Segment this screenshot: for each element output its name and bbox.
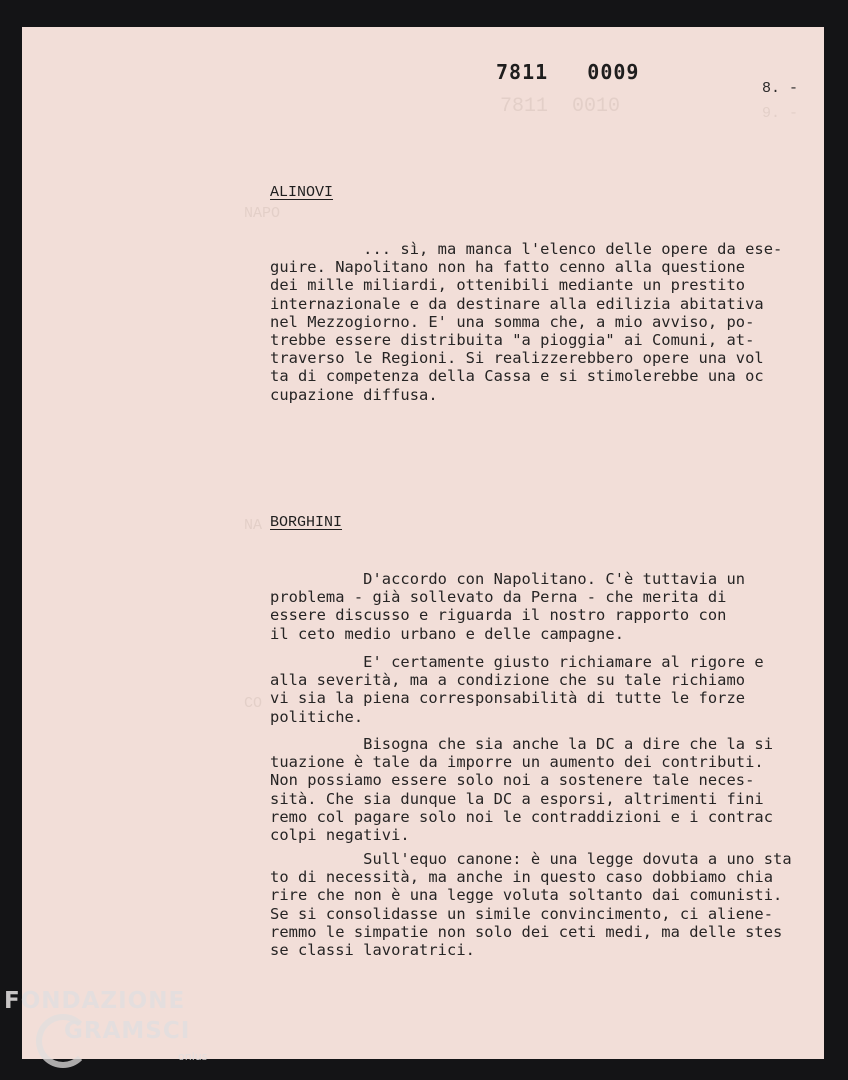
bleed-through-ghost: CO: [244, 695, 263, 712]
bleed-through-ghost: 9. -: [762, 105, 799, 122]
paragraph: ... sì, ma manca l'elenco delle opere da ese- guire. Napolitano non ha fatto cenno alla questione dei mille miliardi, ottenibili mediante un prestito internazionale e da destinare alla edilizia abitativa nel Mezzogiorno. E' una somma che, a mio avviso, po- trebbe essere distribuita "a pioggia" ai Comuni, at- traverso le Regioni. Si realizzerebbero opere una vol ta di competenza della Cassa e si stimolerebbe una oc cupazione diffusa.: [270, 240, 783, 404]
paragraph: D'accordo con Napolitano. C'è tuttavia un problema - già sollevato da Perna - che merita di essere discusso e riguarda il nostro rapporto con il ceto medio urbano e delle campagne.: [270, 570, 746, 643]
watermark-line2: GRAMSCI: [64, 1018, 191, 1044]
bleed-through-ghost: 7811 0010: [500, 95, 621, 118]
paragraph: Bisogna che sia anche la DC a dire che la si tuazione è tale da imporre un aumento dei contributi. Non possiamo essere solo noi a sostenere tale neces- sità. Che sia dunque la DC a esporsi, altrimenti fini remo col pagare solo noi le contraddizioni e i contrac colpi negativi.: [270, 735, 774, 845]
bleed-through-ghost: NA: [244, 517, 263, 534]
document-number: 7811 0009: [496, 60, 640, 84]
watermark-line1: FONDAZIONE: [4, 988, 186, 1014]
page-number: 8. -: [762, 80, 799, 97]
speaker-heading-borghini: BORGHINI: [270, 514, 343, 531]
paragraph: Sull'equo canone: è una legge dovuta a uno sta to di necessità, ma anche in questo caso dobbiamo chia rire che non è una legge voluta soltanto dai comunisti. Se si consolidasse un simile convincimento, ci aliene- remmo le simpatie non solo dei ceti medi, ma delle stes se classi lavoratrici.: [270, 850, 792, 960]
bleed-through-ghost: NAPO: [244, 205, 281, 222]
watermark-line3: onlus: [178, 1050, 208, 1063]
document-page: [22, 27, 824, 1059]
speaker-heading-alinovi: ALINOVI: [270, 184, 334, 201]
paragraph: E' certamente giusto richiamare al rigore e alla severità, ma a condizione che su tale richiamo vi sia la piena corresponsabilità di tutte le forze politiche.: [270, 653, 764, 726]
